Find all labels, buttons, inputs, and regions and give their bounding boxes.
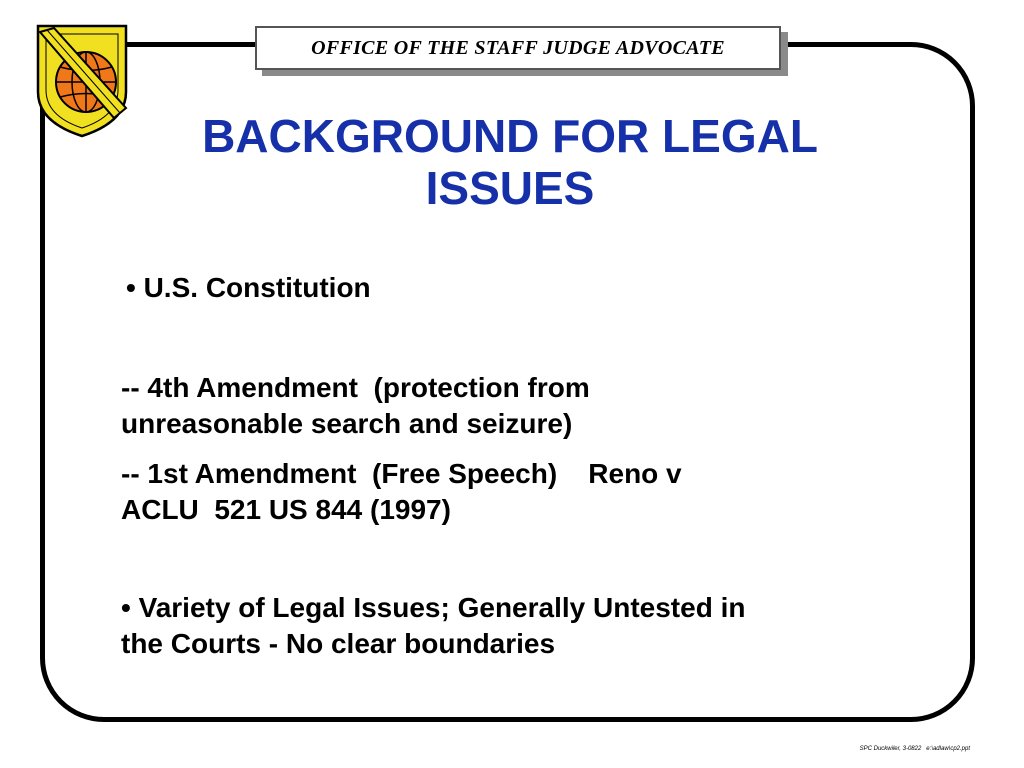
title-line-1: BACKGROUND FOR LEGAL bbox=[202, 110, 818, 162]
slide-title bbox=[140, 110, 880, 214]
amendment-1st bbox=[121, 456, 861, 528]
bullet-legal-issues-line-1: • Variety of Legal Issues; Generally Untested in bbox=[121, 592, 746, 623]
shield-globe-emblem-icon bbox=[34, 22, 130, 140]
title-line-2: ISSUES bbox=[425, 162, 595, 214]
bullet-legal-issues-line-2: the Courts - No clear boundaries bbox=[121, 628, 556, 659]
header-banner bbox=[255, 26, 781, 70]
footer-note: SPC Duckwiler, 3-0822 e:\adlaw\cp2.ppt bbox=[859, 746, 970, 752]
amendment-1st-line-2: ACLU 521 US 844 (1997) bbox=[121, 494, 451, 525]
bullet-constitution: • U.S. Constitution bbox=[126, 272, 371, 303]
bullet-legal-issues bbox=[121, 590, 921, 662]
amendment-4th-line-2: unreasonable search and seizure) bbox=[121, 408, 573, 439]
header-text: OFFICE OF THE STAFF JUDGE ADVOCATE bbox=[311, 36, 725, 59]
amendment-1st-line-1: -- 1st Amendment (Free Speech) Reno v bbox=[121, 458, 682, 489]
amendment-4th bbox=[121, 370, 761, 442]
amendment-4th-line-1: -- 4th Amendment (protection from bbox=[121, 372, 590, 403]
